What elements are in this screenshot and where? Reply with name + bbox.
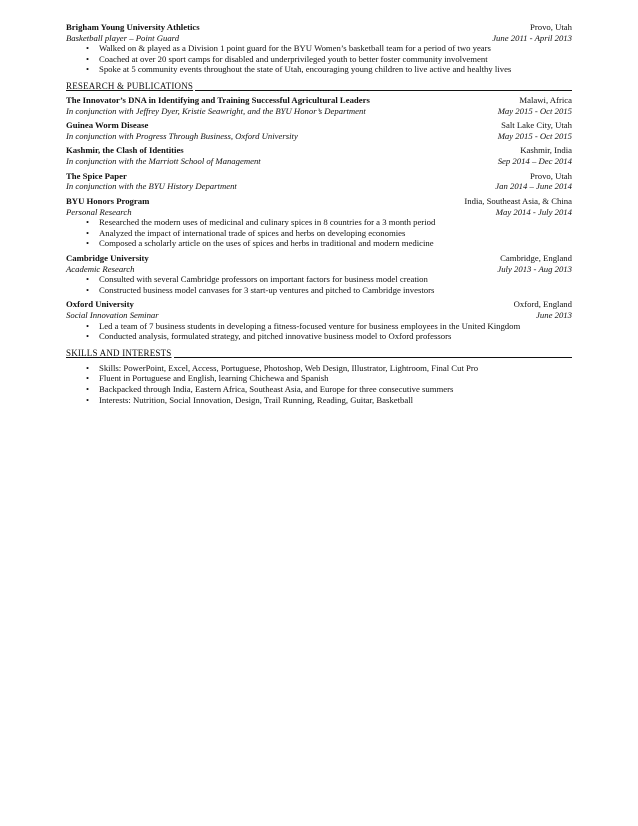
bullet-item: • Led a team of 7 business students in developing a fitness-focused venture for business employees in the United Kingdom bbox=[86, 321, 572, 332]
entry-dates: July 2013 - Aug 2013 bbox=[497, 263, 572, 274]
section-title: SKILLS AND INTERESTS bbox=[66, 347, 172, 358]
entry-header-row bbox=[66, 120, 572, 131]
entry-location: India, Southeast Asia, & China bbox=[464, 195, 572, 206]
entry-subheader-row bbox=[66, 33, 572, 44]
entry-role: In conjunction with Jeffrey Dyer, Kristie Seawright, and the BYU Honor’s Department bbox=[66, 105, 366, 116]
research-entry bbox=[66, 171, 572, 192]
resume-content bbox=[66, 22, 572, 405]
research-entry bbox=[66, 196, 572, 249]
entry-header-row bbox=[66, 171, 572, 182]
entry-organization: BYU Honors Program bbox=[66, 195, 150, 206]
bullet-item: • Coached at over 20 sport camps for disabled and underprivileged youth to better foster community involvement bbox=[86, 54, 572, 65]
entry-location: Cambridge, England bbox=[500, 252, 572, 263]
research-entry bbox=[66, 299, 572, 341]
entry-organization: Brigham Young University Athletics bbox=[66, 22, 200, 32]
entry-dates: May 2015 - Oct 2015 bbox=[497, 105, 572, 116]
research-entries bbox=[66, 95, 572, 342]
research-entry bbox=[66, 95, 572, 116]
entry-bullets bbox=[66, 321, 572, 342]
bullet-item: • Researched the modern uses of medicinal and culinary spices in 8 countries for a 3 month period bbox=[86, 217, 572, 228]
entry-header-row bbox=[66, 22, 572, 33]
athletics-entry bbox=[66, 22, 572, 75]
entry-subheader-row bbox=[66, 131, 572, 142]
research-entry bbox=[66, 145, 572, 166]
entry-role: In conjunction with Progress Through Business, Oxford University bbox=[66, 130, 298, 141]
entry-organization: Guinea Worm Disease bbox=[66, 120, 149, 131]
bullet-item: • Backpacked through India, Eastern Africa, Southeast Asia, and Europe for three consecutive summers bbox=[86, 384, 572, 395]
bullet-item: • Analyzed the impact of international trade of spices and herbs on developing economies bbox=[86, 228, 572, 239]
entry-role: Social Innovation Seminar bbox=[66, 309, 159, 320]
skills-list-container bbox=[66, 363, 572, 405]
entry-dates: May 2014 - July 2014 bbox=[495, 206, 572, 217]
entry-subheader-row bbox=[66, 156, 572, 167]
research-entry bbox=[66, 253, 572, 295]
entry-subheader-row bbox=[66, 207, 572, 218]
entry-subheader-row bbox=[66, 310, 572, 321]
bullet-item: • Spoke at 5 community events throughout the state of Utah, encouraging young children to live active and healthy lives bbox=[86, 64, 572, 75]
entry-location: Provo, Utah bbox=[530, 170, 572, 181]
entry-header-row bbox=[66, 145, 572, 156]
skills-bullets bbox=[66, 363, 572, 405]
entry-location: Oxford, England bbox=[513, 299, 572, 310]
entry-bullets bbox=[66, 217, 572, 249]
bullet-item: • Walked on & played as a Division 1 point guard for the BYU Women’s basketball team for a period of two years bbox=[86, 43, 572, 54]
entry-header-row bbox=[66, 196, 572, 207]
entry-dates: Sep 2014 – Dec 2014 bbox=[497, 156, 572, 167]
bullet-item: • Conducted analysis, formulated strategy, and pitched innovative business model to Oxford professors bbox=[86, 331, 572, 342]
bullet-item: • Composed a scholarly article on the uses of spices and herbs in traditional and modern medicine bbox=[86, 238, 572, 249]
entry-organization: Kashmir, the Clash of Identities bbox=[66, 145, 184, 156]
entry-dates: Jan 2014 – June 2014 bbox=[495, 181, 572, 192]
entry-organization: Oxford University bbox=[66, 299, 134, 310]
entry-header-row bbox=[66, 95, 572, 106]
bullet-item: • Consulted with several Cambridge professors on important factors for business model creation bbox=[86, 274, 572, 285]
entry-organization: The Spice Paper bbox=[66, 170, 127, 181]
bullet-item: • Constructed business model canvases for 3 start-up ventures and pitched to Cambridge investors bbox=[86, 285, 572, 296]
entry-organization: Cambridge University bbox=[66, 252, 149, 263]
research-entry bbox=[66, 120, 572, 141]
entry-bullets bbox=[66, 43, 572, 75]
bullet-item: • Fluent in Portuguese and English, learning Chichewa and Spanish bbox=[86, 373, 572, 384]
entry-dates: June 2013 bbox=[536, 309, 572, 320]
entry-location: Kashmir, India bbox=[520, 145, 572, 156]
bullet-item: • Skills: PowerPoint, Excel, Access, Portuguese, Photoshop, Web Design, Illustrator, Lightroom, Final Cut Pro bbox=[86, 363, 572, 374]
bullet-item: • Interests: Nutrition, Social Innovation, Design, Trail Running, Reading, Guitar, Basketball bbox=[86, 395, 572, 406]
entry-subheader-row bbox=[66, 181, 572, 192]
entry-role: Basketball player – Point Guard bbox=[66, 32, 180, 43]
entry-header-row bbox=[66, 299, 572, 310]
skills-section-heading bbox=[66, 348, 572, 359]
entry-subheader-row bbox=[66, 106, 572, 117]
entry-subheader-row bbox=[66, 264, 572, 275]
entry-location: Salt Lake City, Utah bbox=[501, 120, 572, 131]
entry-dates: June 2011 - April 2013 bbox=[492, 32, 572, 43]
entry-role: In conjunction with the BYU History Department bbox=[66, 181, 237, 192]
entry-bullets bbox=[66, 274, 572, 295]
entry-organization: The Innovator’s DNA in Identifying and Training Successful Agricultural Leaders bbox=[66, 95, 370, 106]
section-title: RESEARCH & PUBLICATIONS bbox=[66, 81, 194, 92]
entry-role: Personal Research bbox=[66, 206, 132, 217]
entry-location: Malawi, Africa bbox=[519, 95, 572, 106]
entry-header-row bbox=[66, 253, 572, 264]
research-section-heading bbox=[66, 81, 572, 92]
entry-role: Academic Research bbox=[66, 263, 135, 274]
entry-location: Provo, Utah bbox=[530, 22, 572, 32]
entry-dates: May 2015 - Oct 2015 bbox=[497, 130, 572, 141]
entry-role: In conjunction with the Marriott School of Management bbox=[66, 156, 261, 167]
